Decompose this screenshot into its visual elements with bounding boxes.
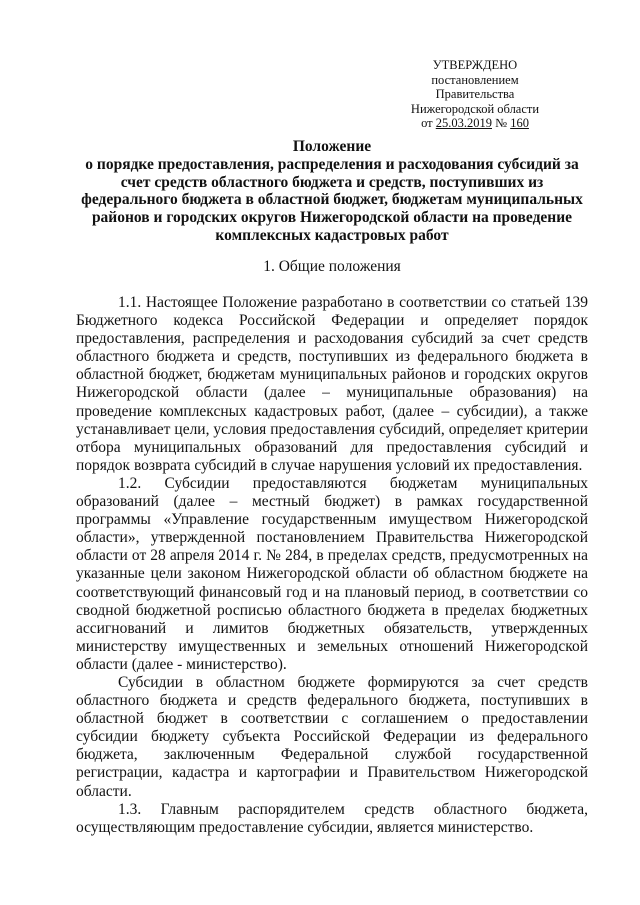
approval-number: 160: [510, 116, 529, 130]
document-title: [76, 138, 588, 245]
approval-region: Нижегородской области: [410, 101, 540, 116]
approval-stamp: [395, 58, 555, 131]
approval-date-prefix: от: [421, 116, 433, 130]
section-heading: 1. Общие положения: [263, 258, 401, 275]
paragraph-1-1: 1.1. Настоящее Положение разработано в соответствии со статьей 139 Бюджетного кодекса Российской Федерации и определяет порядок предоставления, распределения и расходования субсидий за счет средств областного бюджета и средств, поступивших из федерального бюджета в областной бюджет, бюджетам муниципальных районов и городских округов Нижегородской области (далее – муниципальные образования) на проведение комплексных кадастровых работ, (далее – субсидии), а также устанавливает цели, условия предоставления субсидий, определяет критерии отбора муниципальных образований для предоставления субсидий и порядок возврата субсидий в случае нарушения условий их предоставления.: [76, 294, 588, 474]
approval-date: 25.03.2019: [435, 116, 492, 130]
document-body: [76, 294, 588, 837]
paragraph-1-3: 1.3. Главным распорядителем средств областного бюджета, осуществляющим предоставление субсидии, является министерство.: [76, 800, 588, 836]
approval-number-sign: №: [495, 116, 508, 130]
approval-authority: постановлением Правительства: [431, 72, 519, 101]
title-heading: Положение: [292, 138, 372, 155]
title-subheading: о порядке предоставления, распределения и расходования субсидий за счет средств областного бюджета и средств, поступивших из федерального бюджета в областной бюджет, бюджетам муниципальных районов и городских округов Нижегородской области на проведение комплексных кадастровых работ: [81, 155, 583, 244]
paragraph-1-2: 1.2. Субсидии предоставляются бюджетам муниципальных образований (далее – местный бюджет) в рамках государственной программы «Управление государственным имуществом Нижегородской области», утвержденной постановлением Правительства Нижегородской области от 28 апреля 2014 г. № 284, в пределах средств, предусмотренных на указанные цели законом Нижегородской области об областном бюджете на соответствующий финансовый год и на плановый период, в соответствии со сводной бюджетной росписью областного бюджета в пределах бюджетных ассигнований и лимитов бюджетных обязательств, утвержденных министерству имущественных и земельных отношений Нижегородской области (далее - министерство).: [76, 474, 588, 673]
approval-date-number: [395, 116, 555, 131]
paragraph-subsidy-sources: Субсидии в областном бюджете формируются за счет средств областного бюджета и средств федерального бюджета, поступивших в областной бюджет в соответствии с соглашением о предоставлении субсидии бюджету субъекта Российской Федерации из федерального бюджета, заключенным Федеральной службой государственной регистрации, кадастра и картографии и Правительством Нижегородской области.: [76, 673, 588, 800]
approval-title: УТВЕРЖДЕНО: [432, 58, 518, 72]
